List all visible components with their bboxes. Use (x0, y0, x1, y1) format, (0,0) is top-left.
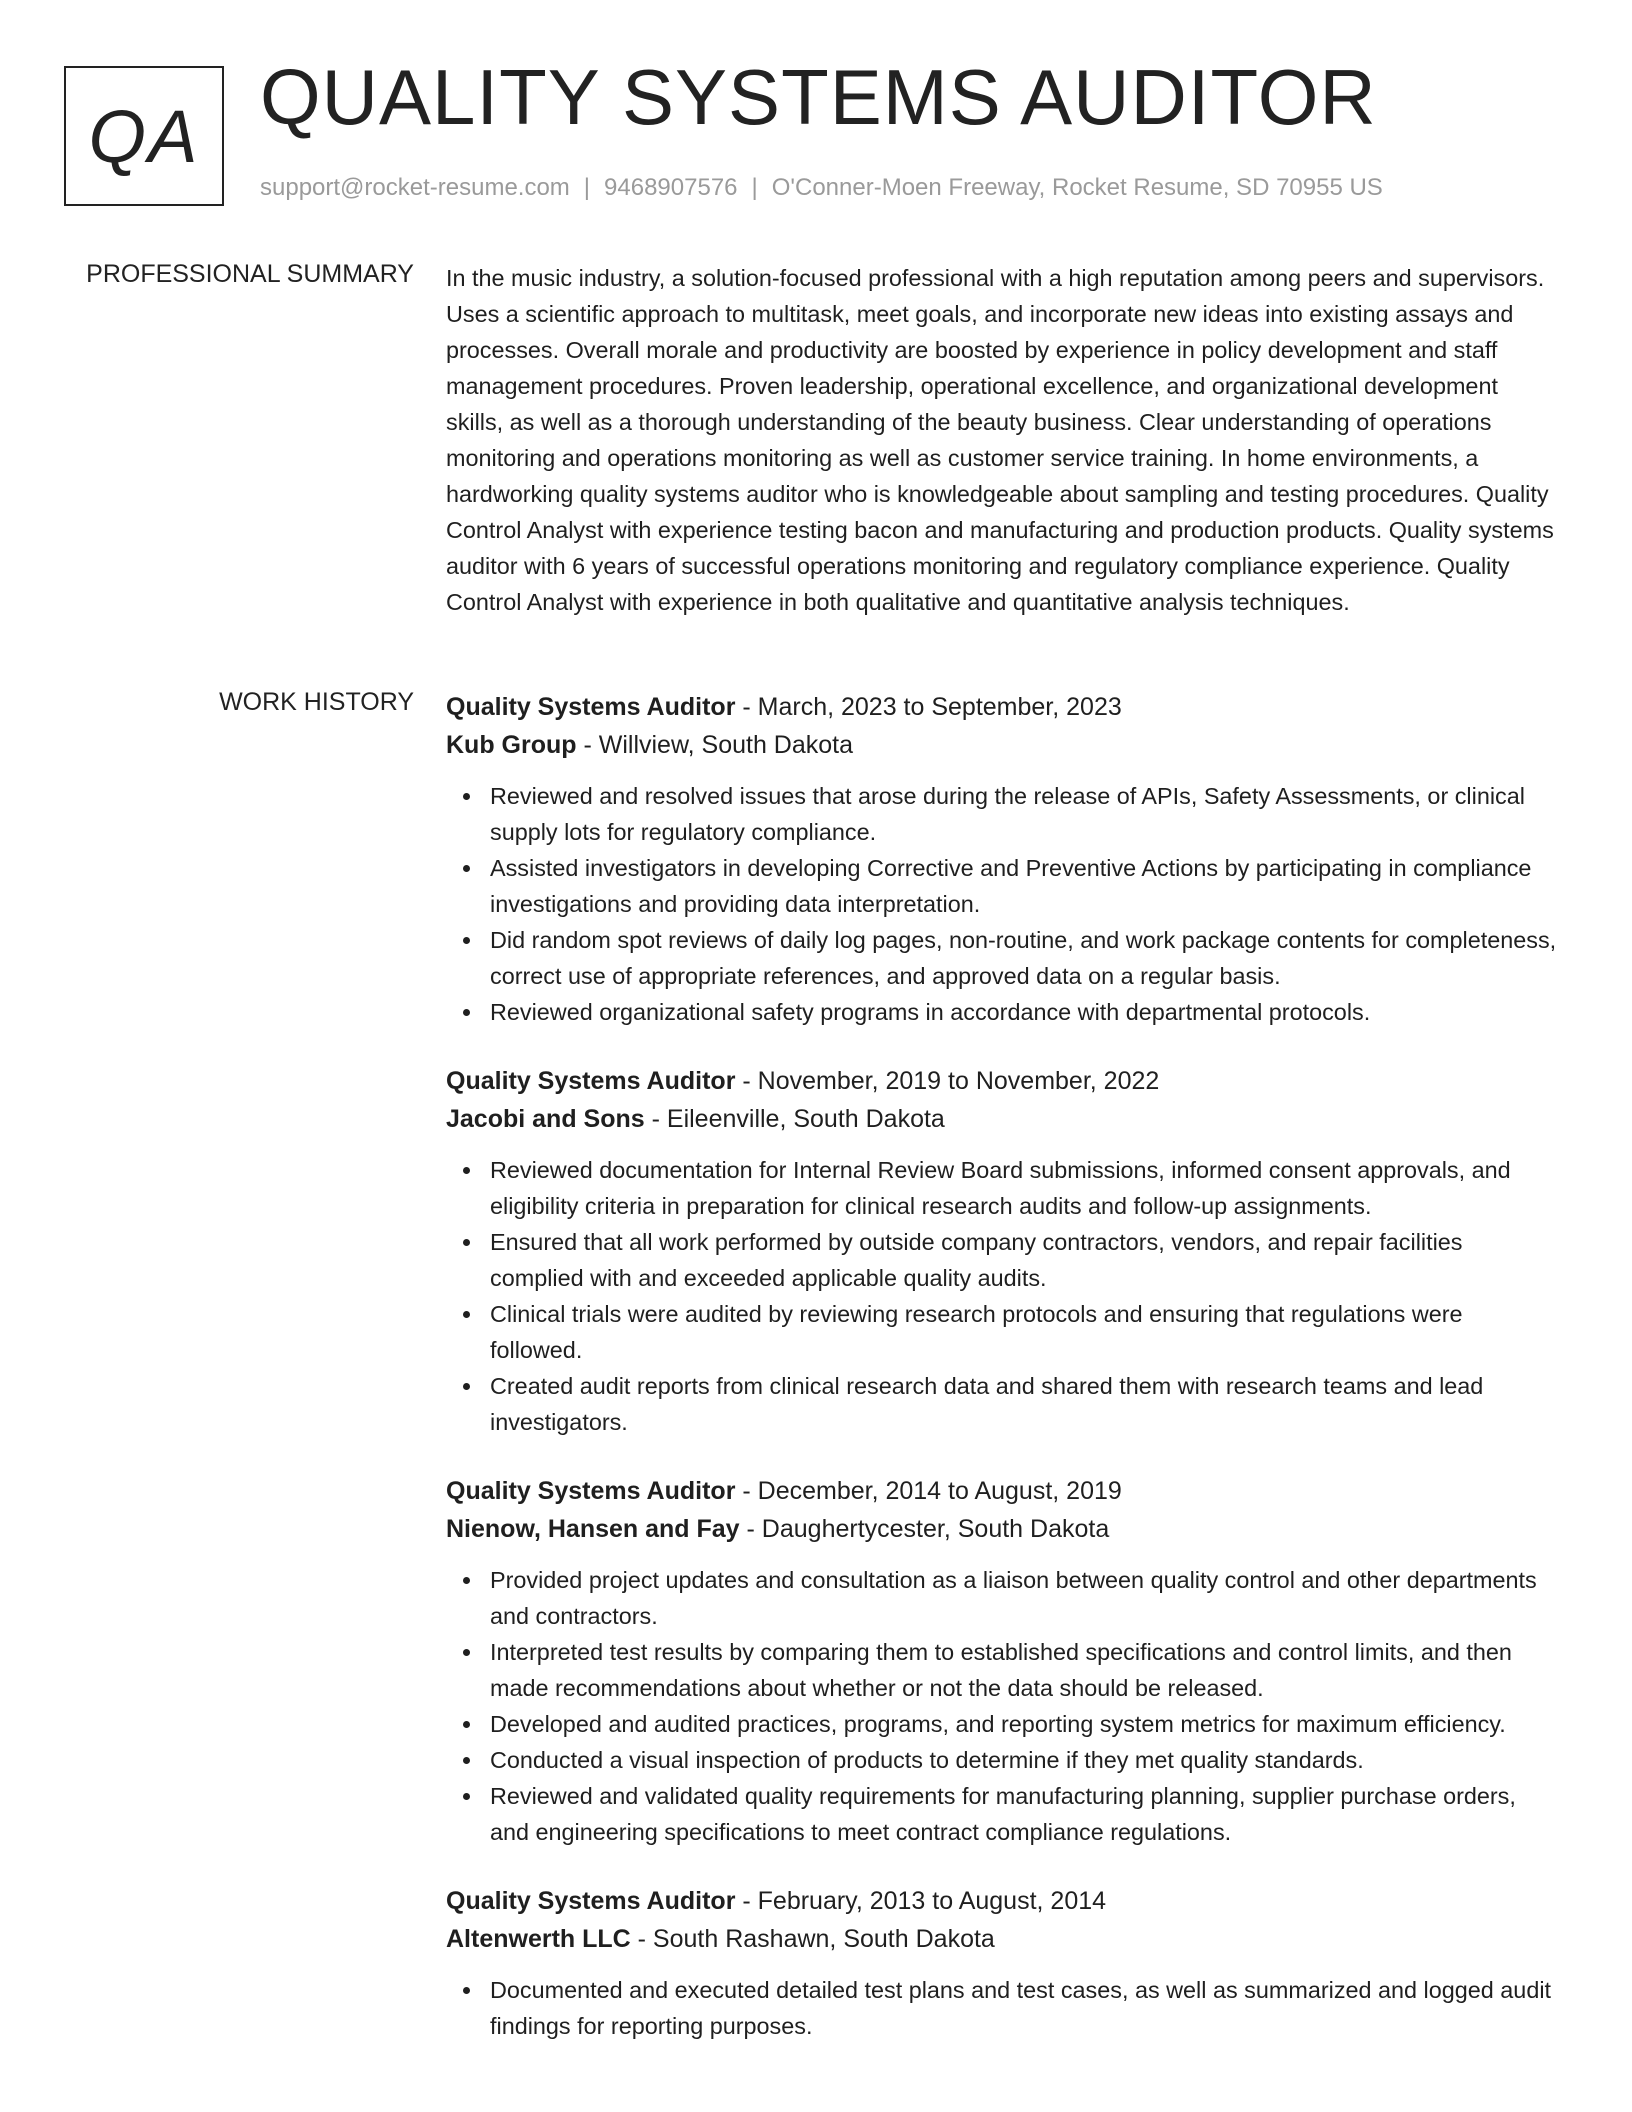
job-title: Quality Systems Auditor (446, 693, 736, 721)
job-title: Quality Systems Auditor (446, 1477, 736, 1505)
job-company: Jacobi and Sons (446, 1105, 645, 1133)
summary-text: In the music industry, a solution-focused professional with a high reputation among peers and supervisors. Uses a scientific approach to multitask, meet goals, and incorporate new ideas into existing assays and processes. Overall morale and productivity are boosted by experience in policy development and staff management procedures. Proven leadership, operational excellence, and organizational development skills, as well as a thorough understanding of the beauty business. Clear understanding of operations monitoring and operations monitoring as well as customer service training. In home environments, a hardworking quality systems auditor who is knowledgeable about sampling and testing procedures. Quality Control Analyst with experience testing bacon and manufacturing and production products. Quality systems auditor with 6 years of successful operations monitoring and regulatory compliance experience. Quality Control Analyst with experience in both qualitative and quantitative analysis techniques. (446, 265, 1554, 615)
job-bullet: Documented and executed detailed test plans and test cases, as well as summarized and logged audit findings for reporting purposes. (490, 1972, 1561, 2044)
job-title-line (446, 1062, 1561, 1100)
job-dates: - November, 2019 to November, 2022 (735, 1067, 1160, 1095)
job-bullet: Did random spot reviews of daily log pages, non-routine, and work package contents for completeness, correct use of appropriate references, and approved data on a regular basis. (490, 922, 1561, 994)
contact-email[interactable]: support@rocket-resume.com (260, 174, 570, 201)
job-bullet-list (446, 1562, 1561, 1850)
job-dates: - March, 2023 to September, 2023 (735, 693, 1122, 721)
contact-separator: | (583, 174, 591, 201)
job-bullet: Reviewed documentation for Internal Review Board submissions, informed consent approvals, and eligibility criteria in preparation for clinical research audits and follow-up assignments. (490, 1152, 1561, 1224)
contact-address: O'Conner-Moen Freeway, Rocket Resume, SD 70955 US (771, 174, 1383, 201)
job-company: Kub Group (446, 731, 577, 759)
job-company-line (446, 1100, 1561, 1138)
job-bullet: Created audit reports from clinical research data and shared them with research teams and lead investigators. (490, 1368, 1561, 1440)
job-title-line (446, 688, 1561, 726)
contact-separator: | (751, 174, 758, 201)
job-company-line (446, 1510, 1561, 1548)
monogram-initials: QA (88, 94, 200, 178)
job-location: - Daughertycester, South Dakota (739, 1515, 1110, 1543)
job-company-line (446, 1920, 1561, 1958)
section-label-summary: PROFESSIONAL SUMMARY (86, 260, 414, 288)
resume-title: QUALITY SYSTEMS AUDITOR (260, 53, 1377, 141)
job-location: - Eileenville, South Dakota (644, 1105, 945, 1133)
job-bullet: Conducted a visual inspection of products to determine if they met quality standards. (490, 1742, 1561, 1778)
job-bullet: Clinical trials were audited by reviewing research protocols and ensuring that regulations were followed. (490, 1296, 1561, 1368)
job-location: - South Rashawn, South Dakota (630, 1925, 995, 1953)
job-title-line (446, 1882, 1561, 1920)
contact-phone[interactable]: 9468907576 (604, 174, 738, 201)
job-bullet: Assisted investigators in developing Corrective and Preventive Actions by participating in compliance investigations and providing data interpretation. (490, 850, 1561, 922)
job-entry (446, 1062, 1561, 1440)
work-history-body (446, 688, 1561, 2076)
job-title: Quality Systems Auditor (446, 1887, 736, 1915)
section-label-work: WORK HISTORY (219, 688, 414, 716)
job-title: Quality Systems Auditor (446, 1067, 736, 1095)
job-bullet-list (446, 1972, 1561, 2044)
job-bullet: Ensured that all work performed by outside company contractors, vendors, and repair facilities complied with and exceeded applicable quality audits. (490, 1224, 1561, 1296)
job-bullet: Provided project updates and consultation as a liaison between quality control and other departments and contractors. (490, 1562, 1561, 1634)
job-bullet: Reviewed and validated quality requirements for manufacturing planning, supplier purchase orders, and engineering specifications to meet contract compliance regulations. (490, 1778, 1561, 1850)
job-company: Nienow, Hansen and Fay (446, 1515, 740, 1543)
job-entry (446, 688, 1561, 1030)
job-dates: - December, 2014 to August, 2019 (735, 1477, 1122, 1505)
monogram-box (64, 66, 224, 206)
job-bullet-list (446, 1152, 1561, 1440)
job-bullet: Reviewed organizational safety programs in accordance with departmental protocols. (490, 994, 1561, 1030)
summary-body (446, 260, 1561, 620)
job-location: - Willview, South Dakota (576, 731, 854, 759)
job-title-line (446, 1472, 1561, 1510)
job-bullet: Reviewed and resolved issues that arose during the release of APIs, Safety Assessments, or clinical supply lots for regulatory compliance. (490, 778, 1561, 850)
job-bullet-list (446, 778, 1561, 1030)
job-company-line (446, 726, 1561, 764)
contact-line (260, 174, 1383, 202)
job-company: Altenwerth LLC (446, 1925, 631, 1953)
job-entry (446, 1882, 1561, 2044)
job-entry (446, 1472, 1561, 1850)
job-bullet: Interpreted test results by comparing them to established specifications and control limits, and then made recommendations about whether or not the data should be released. (490, 1634, 1561, 1706)
job-bullet: Developed and audited practices, programs, and reporting system metrics for maximum efficiency. (490, 1706, 1561, 1742)
job-dates: - February, 2013 to August, 2014 (735, 1887, 1107, 1915)
